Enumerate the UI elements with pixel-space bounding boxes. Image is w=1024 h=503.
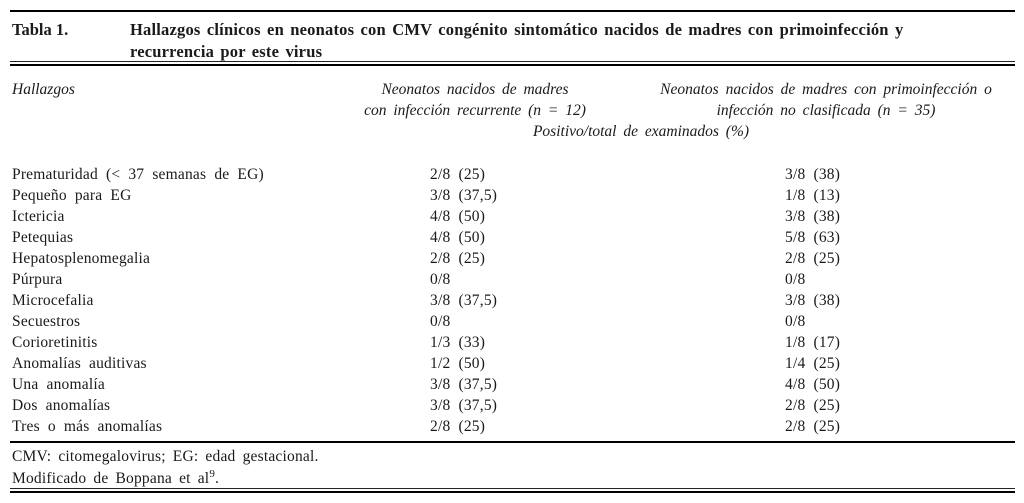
finding-cell: Una anomalía bbox=[12, 376, 105, 393]
rule-thick-line bbox=[10, 64, 1015, 66]
finding-cell: Prematuridad (< 37 semanas de EG) bbox=[12, 166, 264, 183]
primary-value-cell: 1/4 (25) bbox=[785, 355, 841, 372]
finding-cell: Dos anomalías bbox=[12, 397, 111, 414]
finding-cell: Ictericia bbox=[12, 208, 65, 225]
finding-cell: Petequias bbox=[12, 229, 74, 246]
primary-value-cell: 1/8 (17) bbox=[785, 334, 841, 351]
recurrent-value-cell: 0/8 bbox=[430, 271, 451, 288]
finding-cell: Anomalías auditivas bbox=[12, 355, 147, 372]
recurrent-value-cell: 1/3 (33) bbox=[430, 334, 486, 351]
footnote-rule bbox=[10, 441, 1015, 443]
footnotes bbox=[12, 446, 319, 490]
footnote-abbreviations: CMV: citomegalovirus; EG: edad gestacional. bbox=[12, 448, 319, 465]
column-header-recurrent bbox=[310, 79, 640, 121]
primary-value-cell: 3/8 (38) bbox=[785, 166, 841, 183]
column-header-primary-line2: infección no clasificada (n = 35) bbox=[716, 102, 936, 119]
table-label: Tabla 1. bbox=[12, 20, 69, 39]
primary-value-cell: 0/8 bbox=[785, 271, 806, 288]
recurrent-value-cell: 3/8 (37,5) bbox=[430, 397, 498, 414]
recurrent-value-cell: 1/2 (50) bbox=[430, 355, 486, 372]
primary-value-cell: 3/8 (38) bbox=[785, 208, 841, 225]
primary-value-cell: 2/8 (25) bbox=[785, 418, 841, 435]
recurrent-value-cell: 0/8 bbox=[430, 313, 451, 330]
finding-cell: Secuestros bbox=[12, 313, 81, 330]
column-header-findings: Hallazgos bbox=[12, 81, 75, 98]
finding-cell: Hepatosplenomegalia bbox=[12, 250, 151, 267]
finding-cell: Corioretinitis bbox=[12, 334, 98, 351]
column-header-primary-line1: Neonatos nacidos de madres con primoinfección o bbox=[660, 81, 992, 98]
column-header-recurrent-line2: con infección recurrente (n = 12) bbox=[364, 102, 586, 119]
column-header-recurrent-line1: Neonatos nacidos de madres bbox=[381, 81, 569, 98]
primary-value-cell: 2/8 (25) bbox=[785, 250, 841, 267]
column-header-positive-total: Positivo/total de examinados (%) bbox=[532, 123, 750, 140]
finding-cell: Tres o más anomalías bbox=[12, 418, 163, 435]
primary-value-cell: 3/8 (38) bbox=[785, 292, 841, 309]
primary-value-cell: 4/8 (50) bbox=[785, 376, 841, 393]
recurrent-value-cell: 2/8 (25) bbox=[430, 250, 486, 267]
recurrent-value-cell: 3/8 (37,5) bbox=[430, 292, 498, 309]
recurrent-value-cell: 3/8 (37,5) bbox=[430, 187, 498, 204]
finding-cell: Microcefalia bbox=[12, 292, 94, 309]
bottom-rule bbox=[10, 488, 1015, 493]
primary-value-cell: 0/8 bbox=[785, 313, 806, 330]
table-title-line1: Hallazgos clínicos en neonatos con CMV congénito sintomático nacidos de madres con primoinfección y bbox=[130, 20, 904, 39]
caption-double-rule bbox=[10, 61, 1015, 66]
recurrent-value-cell: 3/8 (37,5) bbox=[430, 376, 498, 393]
table-title-line2: recurrencia por este virus bbox=[130, 42, 323, 61]
column-header-primary bbox=[640, 79, 1012, 121]
recurrent-value-cell: 4/8 (50) bbox=[430, 229, 486, 246]
header-body-spacer bbox=[12, 142, 1012, 164]
primary-value-cell: 2/8 (25) bbox=[785, 397, 841, 414]
top-rule bbox=[10, 10, 1015, 12]
footnote-source bbox=[12, 468, 319, 490]
table-caption bbox=[12, 19, 1010, 63]
finding-cell: Púrpura bbox=[12, 271, 63, 288]
footnote-source-period: . bbox=[215, 470, 220, 487]
recurrent-value-cell: 4/8 (50) bbox=[430, 208, 486, 225]
footnote-source-text: Modificado de Boppana et al bbox=[12, 470, 210, 487]
rule-thick-line bbox=[10, 491, 1015, 493]
primary-value-cell: 5/8 (63) bbox=[785, 229, 841, 246]
recurrent-value-cell: 2/8 (25) bbox=[430, 418, 486, 435]
recurrent-value-cell: 2/8 (25) bbox=[430, 166, 486, 183]
primary-value-cell: 1/8 (13) bbox=[785, 187, 841, 204]
table-title bbox=[130, 19, 903, 63]
table-grid bbox=[12, 79, 1012, 437]
finding-cell: Pequeño para EG bbox=[12, 187, 132, 204]
footnote-source-reference-superscript: 9 bbox=[209, 467, 216, 480]
